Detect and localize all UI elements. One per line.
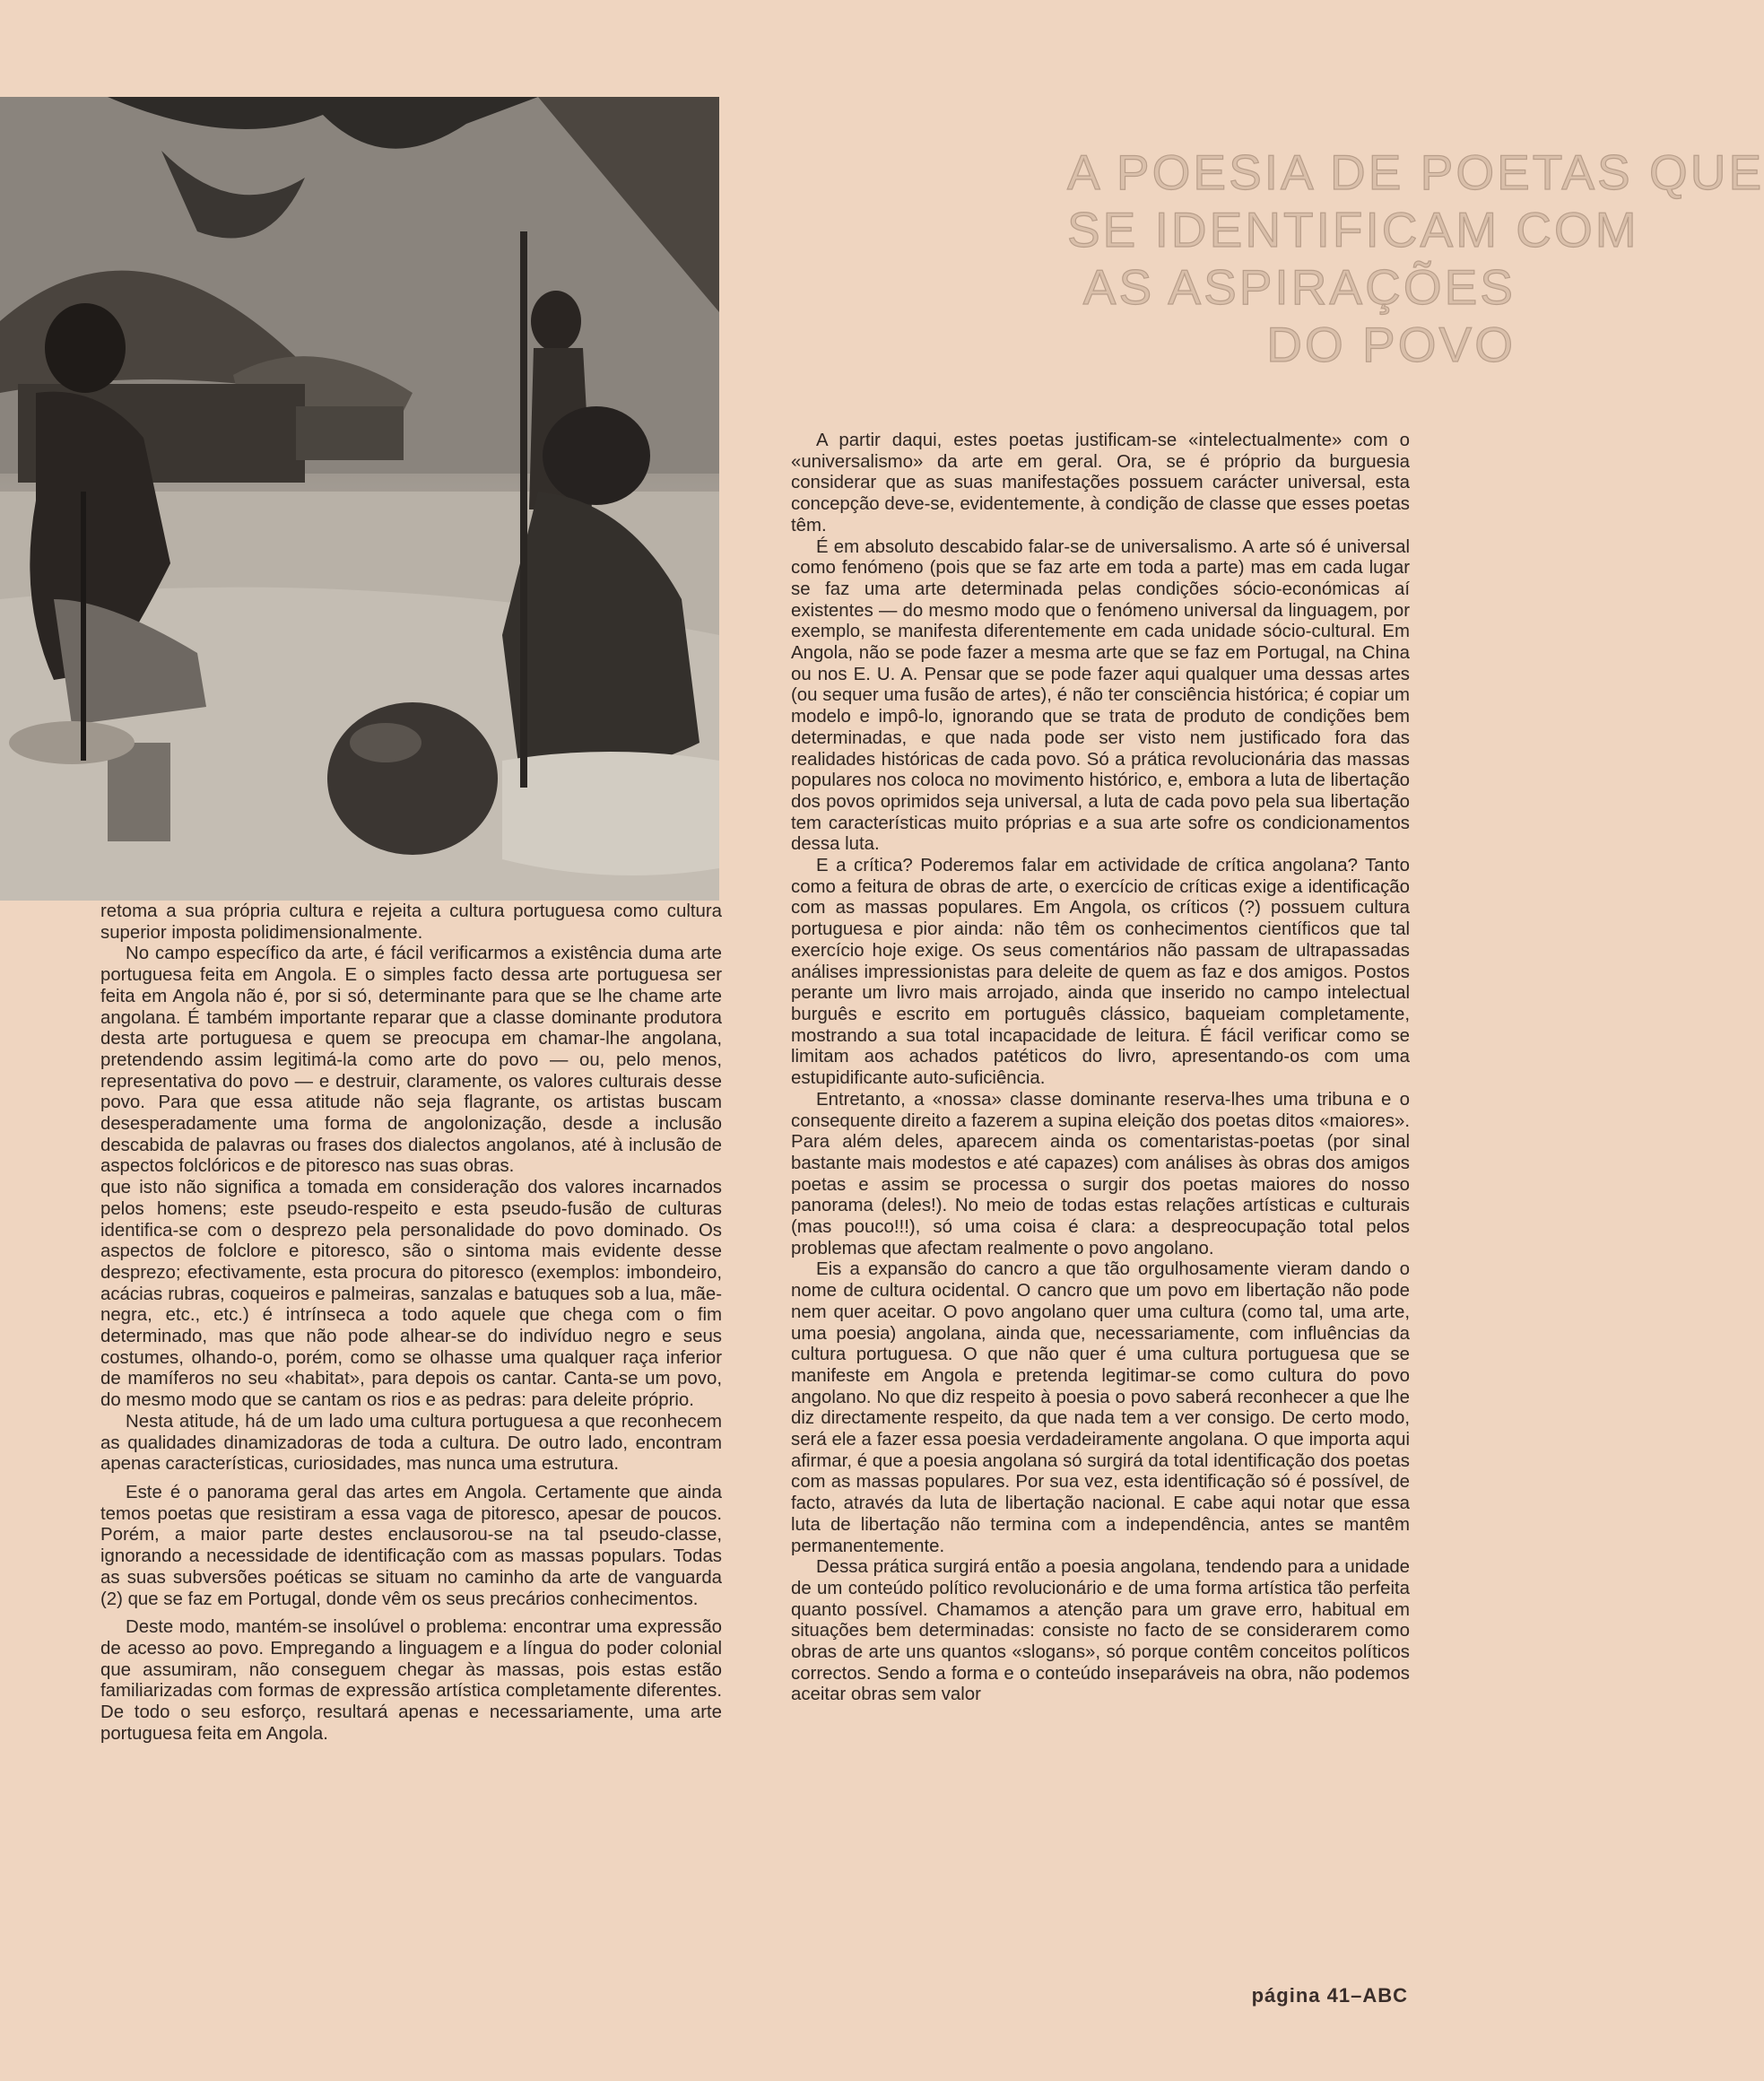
paragraph: A partir daqui, estes poetas justificam-se «intelectualmente» com o «universalismo» da arte em geral. Ora, se é próprio da burguesia considerar que as suas manifestações possuem carácter universal, esta concepção deve-se, evidentemente, à condição de classe que esses poetas têm. — [791, 431, 1410, 535]
paragraph: Dessa prática surgirá então a poesia angolana, tendendo para a unidade de um conteúdo político revolucionário e de uma forma artística tão perfeita quanto possível. Chamamos a atenção para um grave erro, habitual em situações bem determinadas: consiste no facto de se considerarem como obras de arte uns quantos «slogans», só porque contêm conceitos políticos correctos. Sendo a forma e o conteúdo inseparáveis na obra, não podemos aceitar obras sem valor — [791, 1557, 1410, 1705]
paragraph: E a crítica? Poderemos falar em actividade de crítica angolana? Tanto como a feitura de obras de arte, o exercício de críticas exige a identificação com as massas populares. Em Angola, os críticos (?) possuem cultura portuguesa e pior ainda: não têm os conhecimentos científicos que tal exercício hoje exige. Os seus comentários não passam de ultrapassadas análises impressionistas para deleite de quem as faz e dos amigos. Postos perante um livro mais arrojado, ainda que inserido no campo intelectual burguês e escrito em português clássico, baqueiam completamente, mostrando a sua total incapacidade de leitura. É fácil verificar como se limitam aos achados patéticos do livro, apresentando-os com uma estupidificante auto-suficiência. — [791, 856, 1410, 1089]
right-text-column — [791, 431, 1410, 1706]
left-text-column — [100, 901, 722, 1745]
paragraph: É em absoluto descabido falar-se de universalismo. A arte só é universal como fenómeno (pois que se faz arte em toda a parte) mas em cada lugar se faz uma arte determinada pelas condições sócio-económicas aí existentes — do mesmo modo que o fenómeno universal da linguagem, por exemplo, se manifesta diferentemente em cada unidade sócio-cultural. Em Angola, não se pode fazer a mesma arte que se faz em Portugal, na China ou nos E. U. A. Pensar que se pode fazer aqui qualquer uma dessas artes (ou sequer uma fusão de artes), é não ter consciência histórica; é copiar um modelo e impô-lo, ignorando que se trata de produto de condições bem determinadas, e que nada pode ser visto nem justificado fora das realidades históricas de cada povo. Só a prática revolucionária das massas populares nos coloca no movimento histórico, e, embora a luta de libertação dos povos oprimidos seja universal, a luta de cada povo pela sua libertação tem características muito próprias e a sua arte sofre os condicionamentos dessa luta. — [791, 536, 1410, 855]
headline-line: AS ASPIRAÇÕES — [1082, 259, 1516, 315]
paragraph: Entretanto, a «nossa» classe dominante reserva-lhes uma tribuna e o consequente direito a fazerem a supina eleição dos poetas ditos «maiores». Para além deles, aparecem ainda os comentaristas-poetas (por sinal bastante mais modestos e até capazes) com análises às obras dos amigos poetas e assim se processa o surgir dos poetas maiores do nosso panorama (deles!). No meio de todas estas relações artísticas e culturais (mas pouco!!!), só uma coisa é clara: a despreocupação total pelos problemas que afectam realmente o povo angolano. — [791, 1089, 1410, 1258]
paragraph: Eis a expansão do cancro a que tão orgulhosamente vieram dando o nome de cultura ocidental. O cancro que um povo em libertação não pode nem quer aceitar. O povo angolano quer uma cultura (como tal, uma arte, uma poesia) angolana, ainda que, necessariamente, com influências da cultura portuguesa. O que não quer é uma cultura portuguesa que se manifeste em Angola e pretenda legitimar-se como cultura do povo angolano. No que diz respeito à poesia o povo saberá reconhecer a que lhe diz directamente respeito, da que nada tem a ver consigo. De certo modo, será ele a fazer essa poesia verdadeiramente angolana. O que importa aqui afirmar, é que a poesia angolana só surgirá da total identificação dos poetas com as massas populares. Por sua vez, esta identificação só é possível, de facto, através da luta de libertação nacional. E cabe aqui notar que essa luta de libertação não termina com a independência, antes se mantêm permanentemente. — [791, 1259, 1410, 1556]
photo-scene — [0, 97, 719, 901]
paragraph: Nesta atitude, há de um lado uma cultura portuguesa a que reconhecem as qualidades dinamizadoras de toda a cultura. De outro lado, encontram apenas características, curiosidades, mas nunca uma estrutura. — [100, 1411, 722, 1475]
paragraph: Este é o panorama geral das artes em Angola. Certamente que ainda temos poetas que resistiram a essa vaga de pitoresco, apesar de poucos. Porém, a maior parte destes enclausorou-se na tal pseudo-classe, ignorando a necessidade de identificação com as massas populars. Todas as suas subversões poéticas se situam no caminho da arte de vanguarda (2) que se faz em Portugal, donde vêm os seus precários conhecimentos. — [100, 1482, 722, 1609]
paragraph: retoma a sua própria cultura e rejeita a cultura portuguesa como cultura superior imposta polidimensionalmente. — [100, 901, 722, 943]
paragraph: No campo específico da arte, é fácil verificarmos a existência duma arte portuguesa feita em Angola. E o simples facto dessa arte portuguesa ser feita em Angola não é, por si só, determinante para que se lhe chame arte angolana. É também importante reparar que a classe dominante produtora desta arte portuguesa e quem se preocupa em chamar-lhe angolana, pretendendo assim legitimá-la como arte do povo — ou, pelo menos, representativa do povo — e destruir, claramente, os valores culturais desse povo. Para que essa atitude não seja flagrante, os artistas buscam desesperadamente uma forma de angolonização, desde a inclusão descabida de palavras ou frases dos dialectos angolanos, até à inclusão de aspectos folclóricos e de pitoresco nas suas obras. — [100, 944, 722, 1177]
article-photo — [0, 97, 719, 901]
paragraph: que isto não significa a tomada em consideração dos valores incarnados pelos homens; este pseudo-respeito e esta pseudo-fusão de culturas identifica-se com o desprezo pela personalidade do povo dominado. Os aspectos de folclore e pitoresco, são o sintoma mais evidente desse desprezo; efectivamente, esta procura do pitoresco (exemplos: imbondeiro, acácias rubras, coqueiros e palmeiras, sanzalas e batuques sob a lua, mãe-negra, etc., etc.) é intrínseca a todo aquele que chega com o fim determinado, mas que não pode alhear-se do indivíduo negro e seus costumes, olhando-o, porém, como se olhasse uma qualquer raça inferior de mamíferos no seu «habitat», para depois os cantar. Canta-se um povo, do mesmo modo que se cantam os rios e as pedras: para deleite próprio. — [100, 1178, 722, 1411]
page-number: página 41–ABC — [1251, 1984, 1408, 2007]
paragraph: Deste modo, mantém-se insolúvel o problema: encontrar uma expressão de acesso ao povo. Empregando a linguagem e a língua do poder colonial que assumiram, não conseguem chegar às massas, pois estas estão familiarizadas com formas de expressão artística completamente diferentes. De todo o seu esforço, resultará apenas e necessariamente, uma arte portuguesa feita em Angola. — [100, 1617, 722, 1744]
headline-line: SE IDENTIFICAM COM — [1067, 202, 1639, 257]
headline-line: DO POVO — [1266, 317, 1516, 372]
article-headline — [1067, 144, 1764, 373]
headline-line: A POESIA DE POETAS QUE — [1067, 144, 1764, 200]
